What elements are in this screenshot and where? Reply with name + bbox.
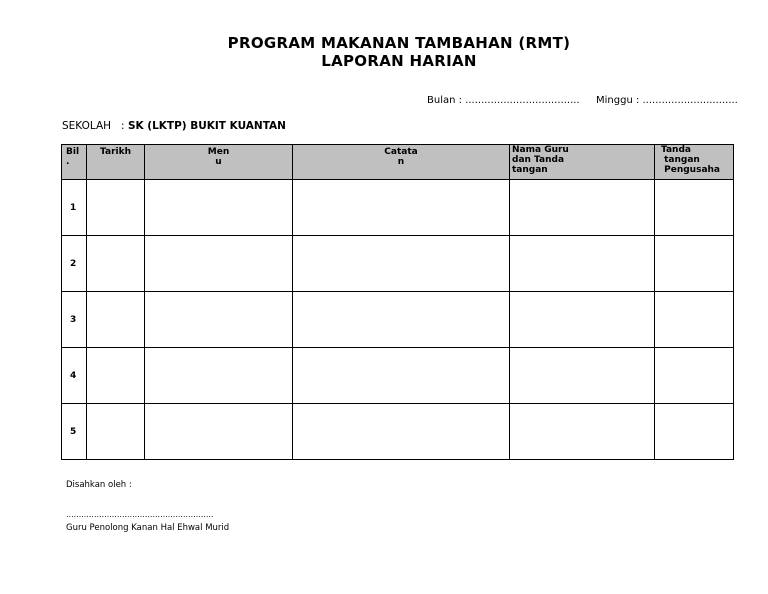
row-number: 3: [62, 292, 87, 348]
table-cell[interactable]: [145, 348, 293, 404]
table-row: [62, 236, 734, 292]
table-cell[interactable]: [145, 404, 293, 460]
row-number: 5: [62, 404, 87, 460]
sekolah-label: SEKOLAH :: [62, 120, 128, 132]
table-cell[interactable]: [145, 180, 293, 236]
header-tarikh: Tarikh: [87, 145, 145, 180]
table-cell[interactable]: [145, 292, 293, 348]
table-cell[interactable]: [87, 404, 145, 460]
table-cell[interactable]: [145, 236, 293, 292]
table-cell[interactable]: [87, 236, 145, 292]
table-cell[interactable]: [87, 292, 145, 348]
table-cell[interactable]: [510, 236, 655, 292]
table-cell[interactable]: [510, 348, 655, 404]
table-cell[interactable]: [87, 180, 145, 236]
header-catatan: Catata n: [293, 145, 510, 180]
table-cell[interactable]: [87, 348, 145, 404]
table-row: [62, 180, 734, 236]
table-cell[interactable]: [655, 236, 734, 292]
header-nama-guru: Nama Guru dan Tanda tangan: [510, 145, 655, 180]
row-number: 4: [62, 348, 87, 404]
header-menu: Men u: [145, 145, 293, 180]
header-tanda-tangan-pengusaha: Tanda tangan Pengusaha: [655, 145, 734, 180]
page-subtitle: LAPORAN HARIAN: [321, 52, 477, 70]
disahkan-label: Disahkan oleh :: [66, 480, 132, 490]
signature-line: ..........................................................: [66, 510, 214, 519]
sekolah-line: [62, 120, 286, 132]
table-cell[interactable]: [293, 180, 510, 236]
row-number: 1: [62, 180, 87, 236]
report-table: [61, 144, 734, 460]
header-bil: Bil .: [62, 145, 87, 180]
guru-label: Guru Penolong Kanan Hal Ehwal Murid: [66, 523, 230, 533]
table-cell[interactable]: [510, 404, 655, 460]
table-cell[interactable]: [510, 180, 655, 236]
row-number: 2: [62, 236, 87, 292]
bulan-field: Bulan : ....................................: [427, 95, 580, 106]
table-cell[interactable]: [293, 236, 510, 292]
table-row: [62, 404, 734, 460]
table-cell[interactable]: [293, 348, 510, 404]
table-cell[interactable]: [293, 404, 510, 460]
sekolah-value: SK (LKTP) BUKIT KUANTAN: [127, 120, 286, 132]
table-cell[interactable]: [510, 292, 655, 348]
minggu-field: Minggu : ..............................: [596, 95, 738, 106]
table-cell[interactable]: [655, 292, 734, 348]
table-cell[interactable]: [655, 180, 734, 236]
table-cell[interactable]: [655, 348, 734, 404]
table-row: [62, 348, 734, 404]
table-cell[interactable]: [293, 292, 510, 348]
table-header-row: [62, 145, 734, 180]
table-row: [62, 292, 734, 348]
table-cell[interactable]: [655, 404, 734, 460]
page-title: PROGRAM MAKANAN TAMBAHAN (RMT): [227, 34, 571, 52]
